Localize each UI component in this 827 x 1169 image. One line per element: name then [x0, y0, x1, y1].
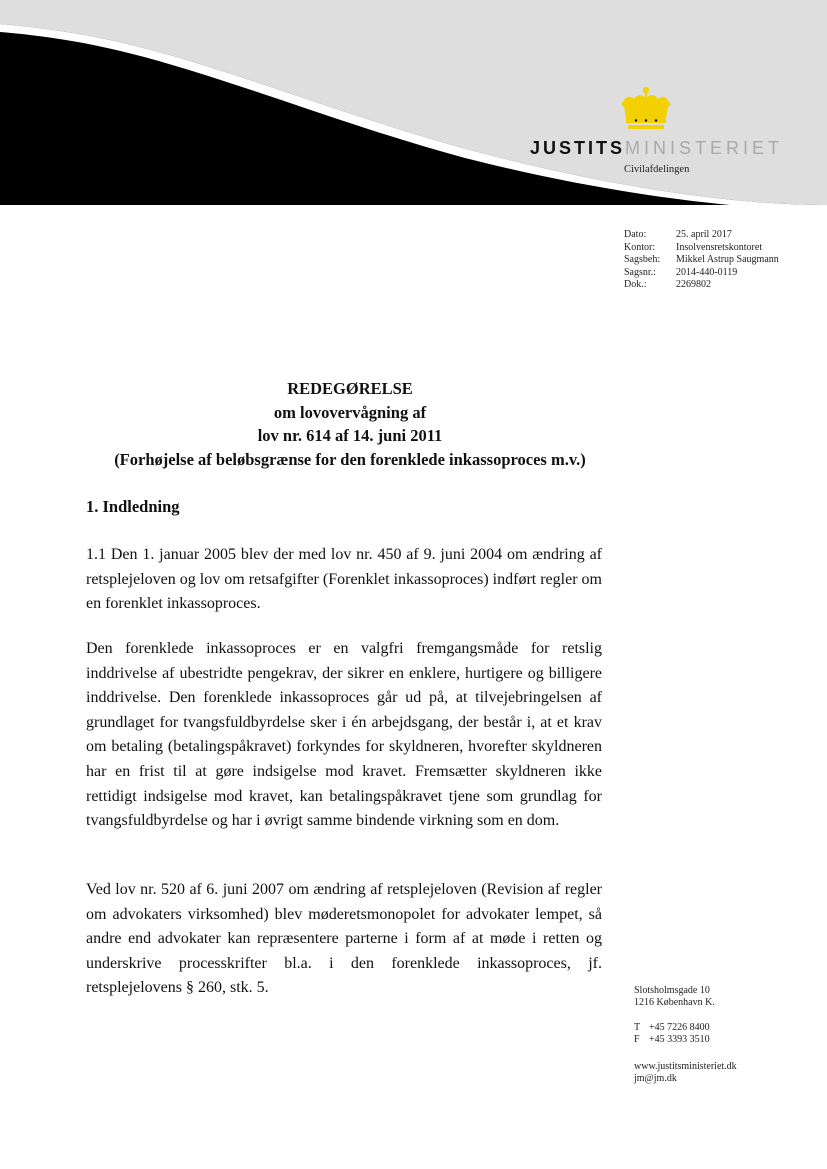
- meta-row-office: [624, 242, 779, 255]
- contact-numbers: [634, 1022, 710, 1046]
- website-link[interactable]: www.justitsministeriet.dk: [634, 1061, 737, 1072]
- title-line: (Forhøjelse af beløbsgrænse for den forenklede inkassoproces m.v.): [114, 449, 586, 469]
- meta-key: Sagsnr.:: [624, 266, 656, 278]
- meta-row-handler: [624, 254, 779, 267]
- phone-line: [634, 1022, 710, 1034]
- meta-key: Dato:: [624, 229, 647, 240]
- fax-label: F: [634, 1034, 640, 1046]
- phone-number: +45 7226 8400: [649, 1022, 710, 1033]
- meta-value: Mikkel Astrup Saugmann: [676, 254, 779, 266]
- title-line: REDEGØRELSE: [287, 379, 413, 398]
- fax-line: [634, 1034, 710, 1046]
- fax-number: +45 3393 3510: [649, 1034, 710, 1046]
- meta-value: 2269802: [676, 279, 711, 291]
- meta-key: Dok.:: [624, 279, 647, 291]
- title-line: lov nr. 614 af 14. juni 2011: [257, 426, 443, 445]
- phone-label: T: [634, 1022, 641, 1033]
- department-name: Civilafdelingen: [624, 164, 690, 175]
- meta-row-date: [624, 229, 779, 242]
- paragraph: Den forenklede inkassoproces er en valgfri fremgangsmåde for retslig inddrivelse af ubestridte pengekrav, der sikrer en enklere, hurtigere og billigere inddrivelse. Den forenklede inkassoproces går ud på, at tilvejebringelsen af grundlaget for tvangsfuldbyrdelse sker i én arbejdsgang, der består i, at et krav om betaling (betalingspåkravet) forkyndes for skyldneren, hvorefter skyldneren har en frist til at gøre indsigelse mod kravet. Fremsætter skyldneren ikke rettidigt indsigelse mod kravet, kan betalingspåkravet tjene som grundlag for tvangsfuldbyrdelse og har i øvrigt samme bindende virkning som en dom.: [86, 640, 602, 830]
- meta-key: Sagsbeh:: [624, 254, 661, 266]
- paragraph: Ved lov nr. 520 af 6. juni 2007 om ændring af retsplejeloven (Revision af regler om advokaters virksomhed) blev møderetsmonopolet for advokater lempet, så andre end advokater kan repræsentere parterne i form af at møde i retten og underskrive processkrifter bl.a. i den forenklede inkassoproces, jf. retsplejelovens § 260, stk. 5.: [86, 881, 602, 997]
- paragraph: 1.1 Den 1. januar 2005 blev der med lov nr. 450 af 9. juni 2004 om ændring af retsplejeloven og lov om retsafgifter (Forenklet inkassoproces) indført regler om en forenklet inkassoproces.: [86, 546, 602, 613]
- logo-bold-text: JUSTITS: [530, 138, 626, 158]
- document-title: [86, 377, 614, 471]
- letterhead-swoosh: [0, 0, 827, 210]
- meta-value: Insolvensretskontoret: [676, 241, 763, 253]
- street-address: Slotsholmsgade 10: [634, 985, 710, 996]
- ministry-logo: [530, 138, 783, 159]
- document-metadata: [624, 229, 779, 292]
- title-line: om lovovervågning af: [273, 402, 427, 422]
- online-contact: [634, 1061, 737, 1085]
- meta-value: 2014-440-0119: [676, 266, 738, 278]
- address-block: [634, 985, 715, 1009]
- postal-city: 1216 København K.: [634, 997, 715, 1009]
- meta-value: 25. april 2017: [676, 229, 732, 240]
- meta-row-document: [624, 279, 779, 292]
- letterhead: [0, 0, 827, 210]
- email-link[interactable]: jm@jm.dk: [634, 1073, 677, 1085]
- section-heading: 1. Indledning: [86, 497, 180, 516]
- meta-row-case-number: [624, 267, 779, 280]
- meta-key: Kontor:: [624, 241, 656, 253]
- logo-light-text: MINISTERIET: [625, 138, 784, 158]
